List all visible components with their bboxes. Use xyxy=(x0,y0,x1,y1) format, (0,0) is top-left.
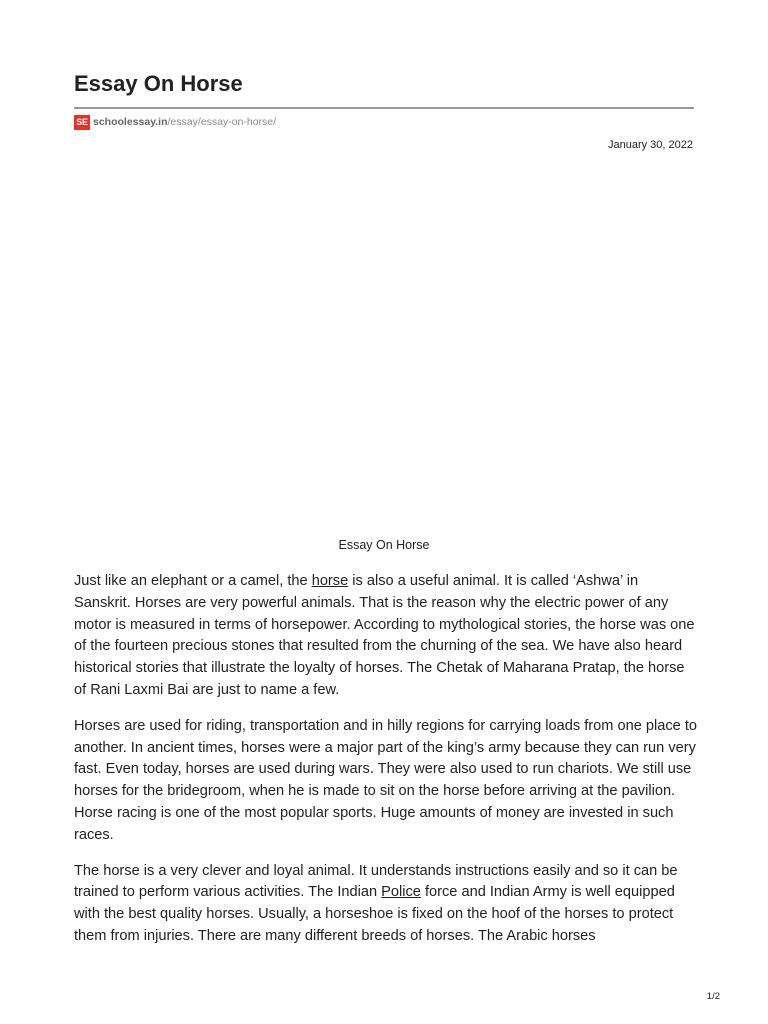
paragraph-1 xyxy=(74,571,698,702)
page-number: 1/2 xyxy=(706,991,720,1002)
paragraph-3-text-after: force and Indian Army is well equipped with the best quality horses. Usually, a horseshoe is fixed on the hoof of the horses to protect them from injuries. There are many different breeds of horses. The Arabic horses xyxy=(74,884,675,944)
source-url[interactable] xyxy=(74,114,276,130)
image-caption: Essay On Horse xyxy=(338,538,430,552)
paragraph-1-text-after: is also a useful animal. It is called ‘Ashwa’ in Sanskrit. Horses are very powerful animals. That is the reason why the electric power of any motor is measured in terms of horsepower. According to mythological stories, the horse was one of the fourteen precious stones that resulted from the churning of the sea. We have also heard historical stories that illustrate the loyalty of horses. The Chetak of Maharana Pratap, the horse of Rani Laxmi Bai are just to name a few. xyxy=(74,573,695,698)
police-link[interactable]: Police xyxy=(381,884,421,901)
publish-date: January 30, 2022 xyxy=(607,139,693,151)
paragraph-2: Horses are used for riding, transportation and in hilly regions for carrying loads from one place to another. In ancient times, horses were a major part of the king’s army because they can run very fast. Even today, horses are used during wars. They were also used to run chariots. We still use horses for the bridegroom, when he is made to sit on the horse before arriving at the pavilion. Horse racing is one of the most popular sports. Huge amounts of money are invested in such races. xyxy=(74,717,697,843)
title-divider xyxy=(74,107,694,109)
horse-link[interactable]: horse xyxy=(311,573,349,589)
paragraph-1-text-before: Just like an elephant or a camel, the xyxy=(74,573,312,589)
essay-body xyxy=(74,571,698,962)
paragraph-3-text-before: The horse is a very clever and loyal animal. It understands instructions easily and so it can be trained to perform various activities. The Indian xyxy=(74,862,678,901)
site-logo-icon: SE xyxy=(74,115,90,130)
page-title: Essay On Horse xyxy=(74,71,243,96)
paragraph-3 xyxy=(74,861,698,948)
source-path[interactable]: /essay/essay-on-horse/ xyxy=(167,116,277,128)
source-domain[interactable]: schoolessay.in xyxy=(93,116,168,128)
